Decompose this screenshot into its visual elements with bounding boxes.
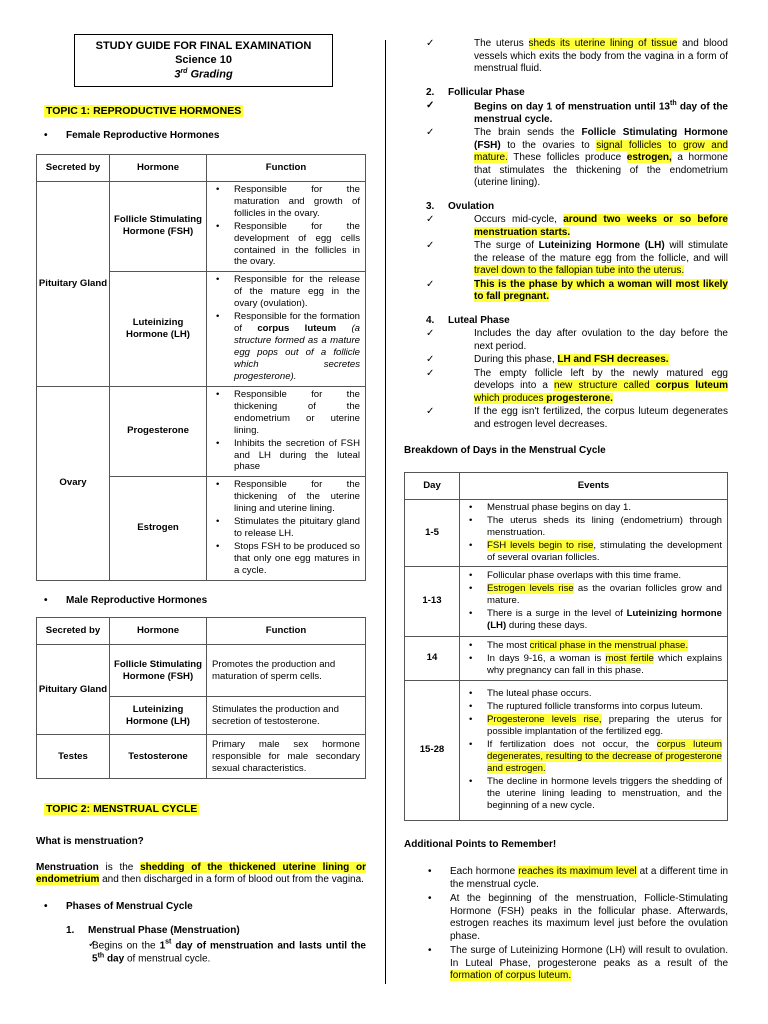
topic2-heading: TOPIC 2: MENSTRUAL CYCLE: [46, 803, 198, 816]
cell-fsh-function: • Responsible for the maturation and growth of follicles in the ovary. • Responsible for the development of egg cells contained in the follicles in the ovary.: [207, 181, 366, 271]
phase2-point2: ✓ The brain sends the Follicle Stimulating Hormone (FSH) to the ovaries to signal follicles to grow and mature. These follicles produce estrogen, a hormone that stimulates the thickening of the endometrium (uterine lining).: [404, 127, 728, 190]
events-cell: • The most critical phase in the menstrual phase. • In days 9-16, a woman is most fertile which explains why pregnancy can fall in this phase.: [460, 636, 728, 680]
table-row: [405, 499, 728, 566]
left-column: [36, 34, 366, 967]
phase3-point3: ✓ This is the phase by which a woman will most likely to fall pregnant.: [404, 279, 728, 304]
cell-lh: Luteinizing Hormone (LH): [110, 271, 207, 386]
male-col-function: Function: [207, 618, 366, 645]
phase2-heading: 2. Follicular Phase: [426, 86, 525, 98]
col-events: Events: [460, 472, 728, 499]
day-cell: 15-28: [405, 680, 460, 820]
phase4-point4: ✓ If the egg isn't fertilized, the corpus luteum degenerates and estrogen level decreases.: [404, 406, 728, 431]
female-heading: • Female Reproductive Hormones: [44, 130, 366, 143]
cell-fsh: Follicle Stimulating Hormone (FSH): [110, 181, 207, 271]
additional-list: [404, 866, 728, 983]
table-row: [405, 566, 728, 636]
subject: Science 10: [175, 53, 232, 66]
events-cell: • Menstrual phase begins on day 1. • The uterus sheds its lining (endometrium) through menstruation. • FSH levels begin to rise, stimulating the development of several ovarian follicles.: [460, 499, 728, 566]
breakdown-table: [404, 472, 728, 821]
male-cell-fsh-function: Promotes the production and maturation of sperm cells.: [207, 645, 366, 697]
what-is-menstruation: What is menstruation?: [36, 836, 144, 848]
male-cell-lh-function: Stimulates the production and secretion of testosterone.: [207, 697, 366, 735]
grading: 3rd Grading: [174, 67, 233, 81]
right-column: [404, 37, 728, 985]
male-hormones-table: [36, 617, 366, 779]
male-cell-pituitary: Pituitary Gland: [37, 645, 110, 735]
cell-pituitary: Pituitary Gland: [37, 181, 110, 386]
male-heading: • Male Reproductive Hormones: [44, 595, 366, 608]
list-item: • The surge of Luteinizing Hormone (LH) will result to ovulation. In Luteal Phase, progesterone peaks as a result of the formation of corpus luteum.: [450, 945, 728, 983]
phase3-point2: ✓ The surge of Luteinizing Hormone (LH) will stimulate the release of the mature egg from the follicle, and will travel down to the fallopian tube into the uterus.: [404, 240, 728, 278]
title-box: [74, 34, 333, 87]
list-item: • Each hormone reaches its maximum level at a different time in the menstrual cycle.: [450, 866, 728, 891]
column-divider: [385, 40, 386, 984]
events-cell: • Follicular phase overlaps with this time frame. • Estrogen levels rise as the ovarian follicles grow and mature. • There is a surge in the level of Luteinizing hormone (LH) during these days.: [460, 566, 728, 636]
male-cell-testosterone: Testosterone: [110, 735, 207, 779]
topic1-heading: TOPIC 1: REPRODUCTIVE HORMONES: [46, 104, 242, 117]
male-cell-testes: Testes: [37, 735, 110, 779]
day-cell: 1-13: [405, 566, 460, 636]
male-cell-testosterone-function: Primary male sex hormone responsible for male secondary sexual characteristics.: [207, 735, 366, 779]
male-col-secreted: Secreted by: [37, 618, 110, 645]
phase2-point1: ✓ Begins on day 1 of menstruation until 13th day of the menstrual cycle.: [404, 100, 728, 126]
cell-lh-function: • Responsible for the release of the mature egg in the ovary (ovulation). • Responsible for the formation of corpus luteum (a structure formed as a mature egg pops out of a follicle which secretes progesterone).: [207, 271, 366, 386]
menstruation-definition: Menstruation is the shedding of the thickened uterine lining or endometrium and then discharged in a form of blood out from the vagina.: [36, 861, 366, 886]
phase4-point3: ✓ The empty follicle left by the newly matured egg develops into a new structure called corpus luteum which produces progesterone.: [404, 368, 728, 406]
breakdown-heading: Breakdown of Days in the Menstrual Cycle: [404, 445, 606, 457]
phase1-heading: 1. Menstrual Phase (Menstruation): [66, 925, 240, 937]
table-row: [405, 680, 728, 820]
events-cell: • The luteal phase occurs. • The ruptured follicle transforms into corpus luteum. • Progesterone levels rise, preparing the uterus for possible implantation of the fertilized egg. • If fertilization does not occur, the corpus luteum degenerates, resulting to the decrease of progesterone and estrogen. • The decline in hormone levels triggers the shedding of the uterine lining leading to menstruation, and the beginning of a new cycle.: [460, 680, 728, 820]
phase4-point1: ✓ Includes the day after ovulation to the day before the next period.: [404, 328, 728, 353]
list-item: • At the beginning of the menstruation, Follicle-Stimulating Hormone (FSH) peaks in the follicular phase. Afterwards, estrogen reaches its maximum level just before the ovulation phase.: [450, 893, 728, 943]
col-day: Day: [405, 472, 460, 499]
day-cell: 14: [405, 636, 460, 680]
day-cell: 1-5: [405, 499, 460, 566]
cell-progesterone-function: • Responsible for the thickening of the endometrium or uterine lining. • Inhibits the secretion of FSH and LH during the luteal phase: [207, 386, 366, 476]
phases-heading: • Phases of Menstrual Cycle: [44, 901, 366, 914]
col-secreted: Secreted by: [37, 154, 110, 181]
phase3-point1: ✓ Occurs mid-cycle, around two weeks or so before menstruation starts.: [404, 214, 728, 239]
cell-progesterone: Progesterone: [110, 386, 207, 476]
table-row: [405, 636, 728, 680]
male-col-hormone: Hormone: [110, 618, 207, 645]
cell-ovary: Ovary: [37, 386, 110, 580]
page-title: STUDY GUIDE FOR FINAL EXAMINATION: [95, 40, 312, 52]
col-function: Function: [207, 154, 366, 181]
phase1-point2: ✓ The uterus sheds its uterine lining of tissue and blood vessels which exits the body from the vagina in a form of menstrual fluid.: [404, 38, 728, 76]
female-hormones-table: [36, 154, 366, 581]
phase1-point1: ✓ Begins on the 1st day of menstruation and lasts until the 5th day of menstrual cycle.: [66, 939, 366, 967]
cell-estrogen-function: • Responsible for the thickening of the uterine lining and uterine lining. • Stimulates the pituitary gland to release LH. • Stops FSH to be produced so that only one egg matures in a cycle.: [207, 476, 366, 580]
male-cell-fsh: Follicle Stimulating Hormone (FSH): [110, 645, 207, 697]
male-cell-lh: Luteinizing Hormone (LH): [110, 697, 207, 735]
phase4-point2: ✓ During this phase, LH and FSH decreases.: [404, 354, 728, 367]
col-hormone: Hormone: [110, 154, 207, 181]
additional-heading: Additional Points to Remember!: [404, 838, 557, 850]
phase3-heading: 3. Ovulation: [426, 200, 495, 212]
phase4-heading: 4. Luteal Phase: [426, 314, 510, 326]
cell-estrogen: Estrogen: [110, 476, 207, 580]
